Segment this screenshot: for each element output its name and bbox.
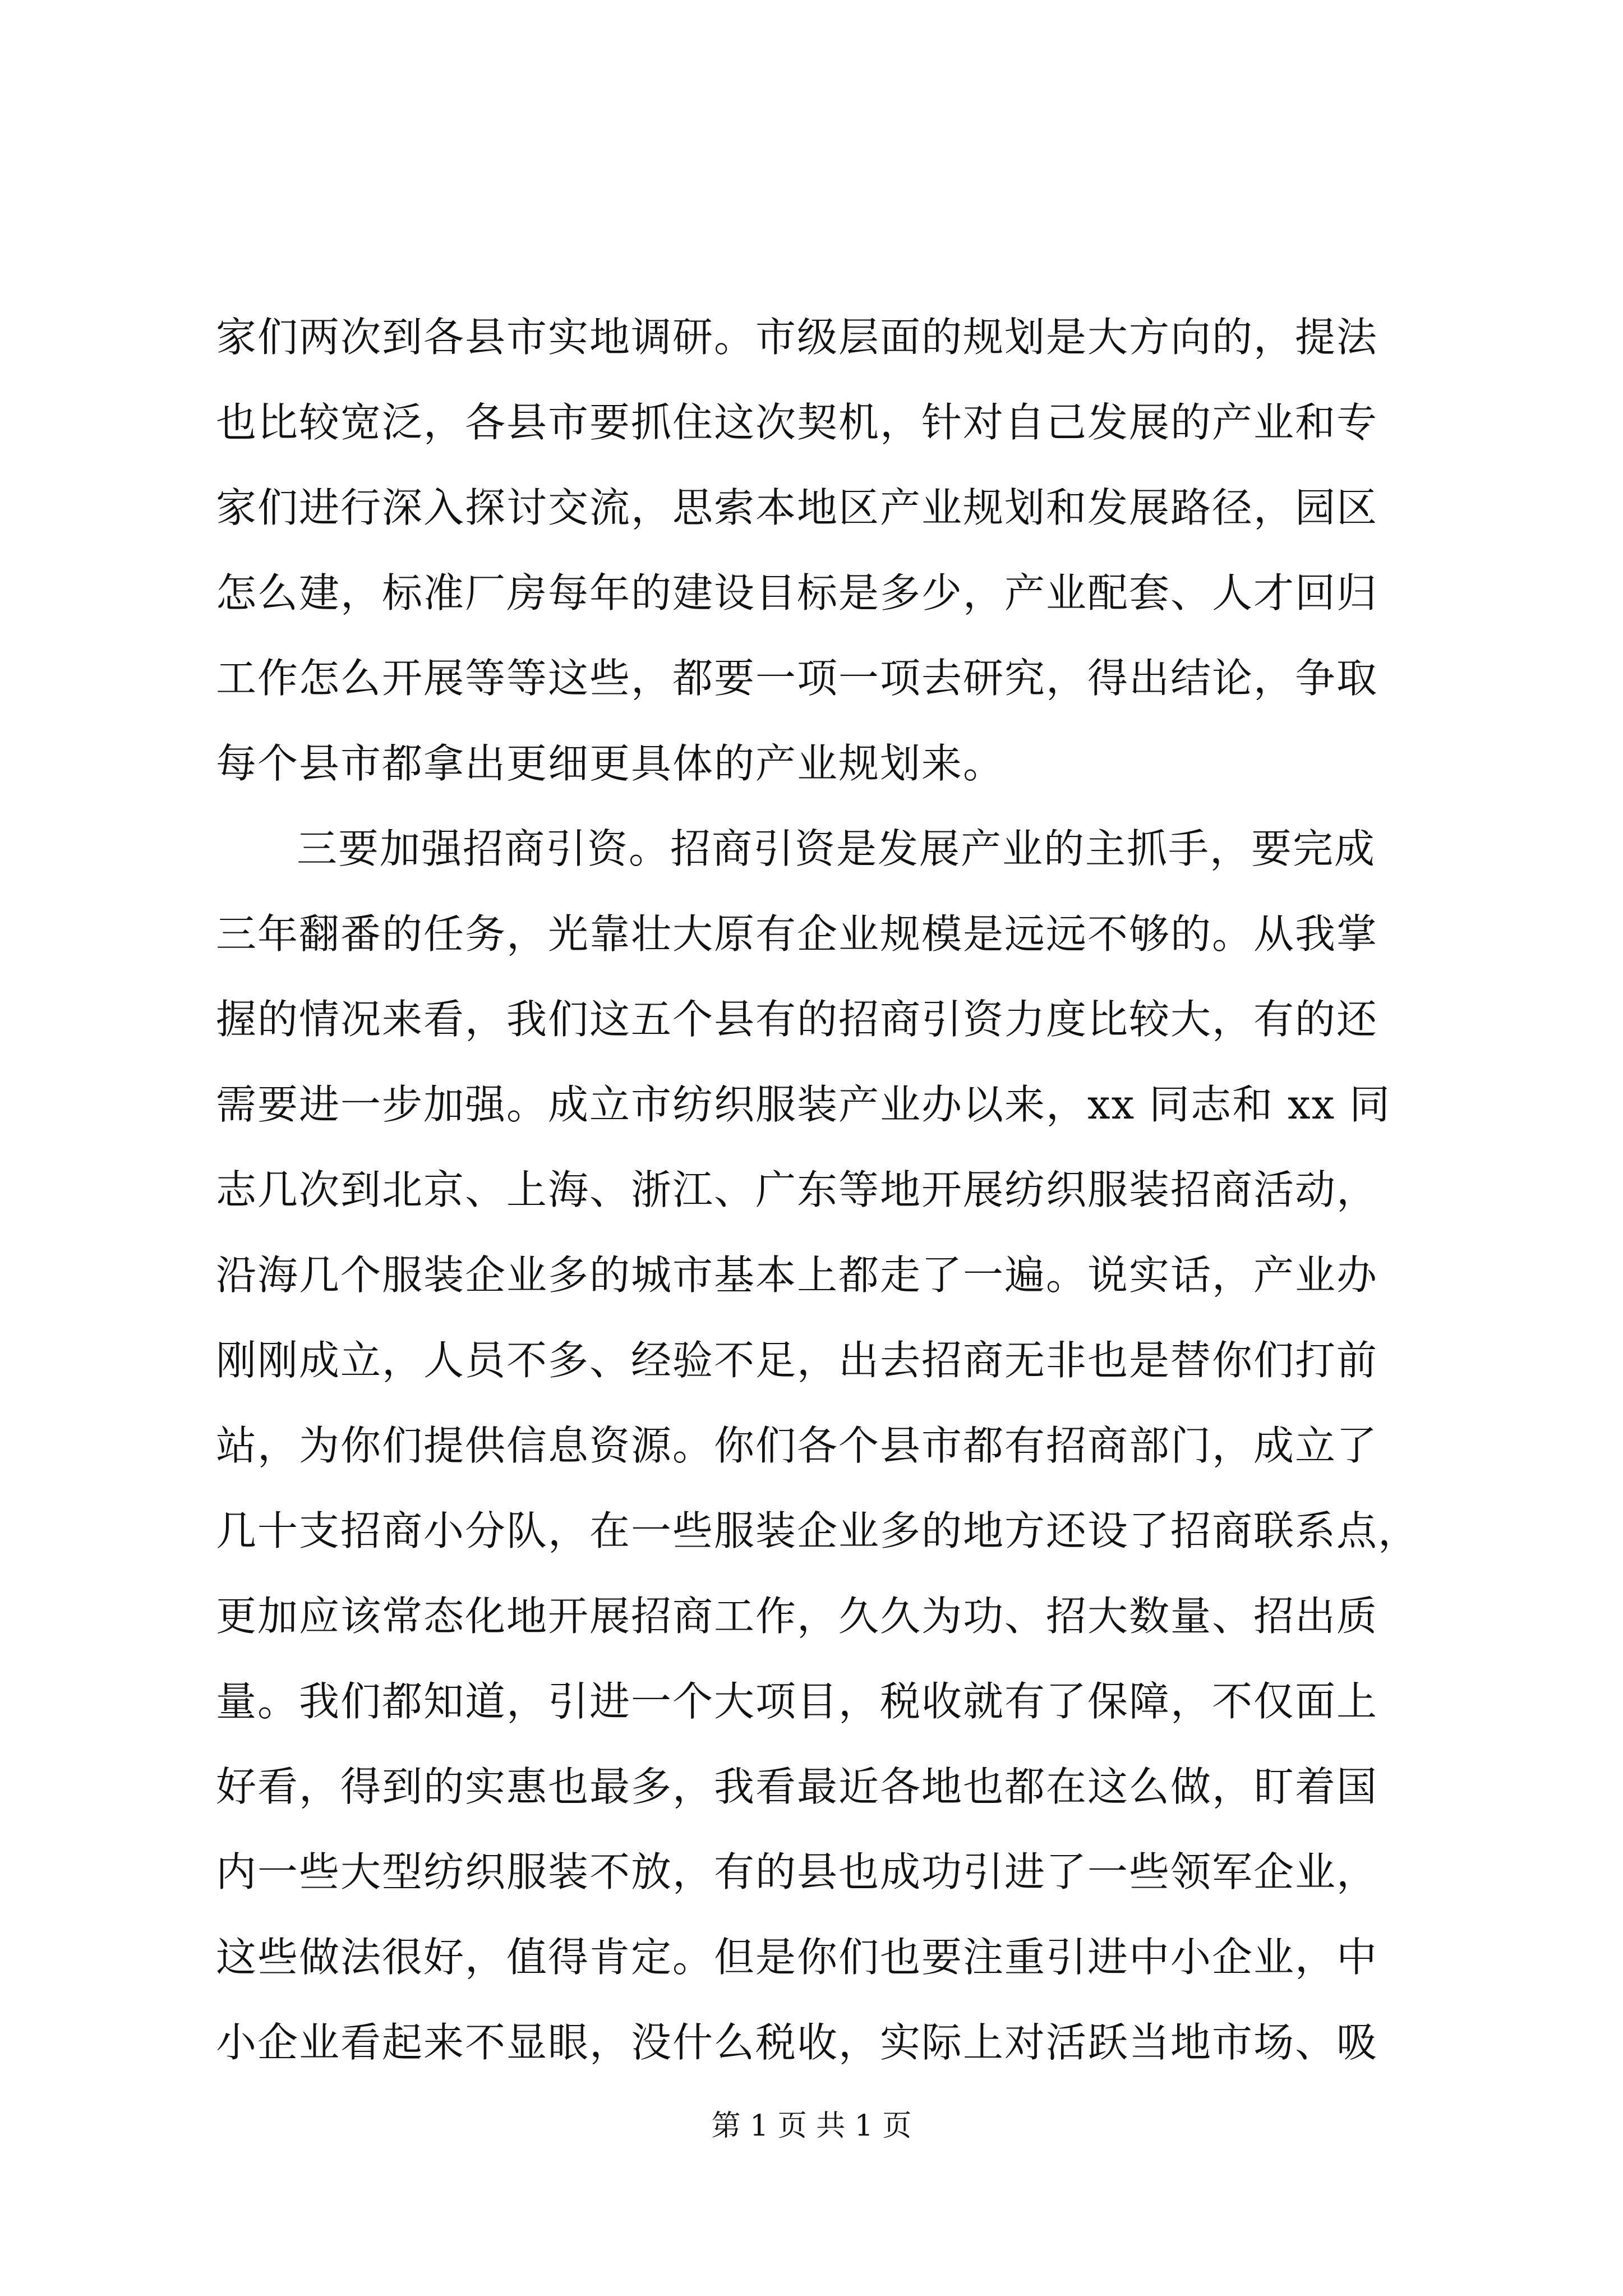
text-line: 刚刚成立，人员不多、经验不足，出去招商无非也是替你们打前 [216,1337,1378,1384]
text-line: 家们两次到各县市实地调研。市级层面的规划是大方向的，提法 [216,314,1378,361]
paragraph-start-line: 三要加强招商引资。招商引资是发展产业的主抓手，要完成 [297,825,1376,872]
text-line: 内一些大型纺织服装不放，有的县也成功引进了一些领军企业， [216,1848,1378,1895]
text-line: 也比较宽泛，各县市要抓住这次契机，针对自己发展的产业和专 [216,399,1378,446]
text-line: 沿海几个服装企业多的城市基本上都走了一遍。说实话，产业办 [216,1251,1378,1299]
text-line: 小企业看起来不显眼，没什么税收，实际上对活跃当地市场、吸 [216,2019,1378,2066]
text-line: 需要进一步加强。成立市纺织服装产业办以来，xx 同志和 xx 同 [216,1081,1391,1128]
text-line: 怎么建，标准厂房每年的建设目标是多少，产业配套、人才回归 [216,569,1378,616]
text-line: 好看，得到的实惠也最多，我看最近各地也都在这么做，盯着国 [216,1763,1378,1810]
text-line: 工作怎么开展等等这些，都要一项一项去研究，得出结论，争取 [216,655,1378,702]
text-line: 三年翻番的任务，光靠壮大原有企业规模是远远不够的。从我掌 [216,910,1378,958]
text-line: 这些做法很好，值得肯定。但是你们也要注重引进中小企业，中 [216,1934,1378,1981]
text-line: 家们进行深入探讨交流，思索本地区产业规划和发展路径，园区 [216,484,1378,531]
text-line: 志几次到北京、上海、浙江、广东等地开展纺织服装招商活动， [216,1166,1378,1213]
page-number: 第 1 页 共 1 页 [711,2109,912,2143]
text-line: 站，为你们提供信息资源。你们各个县市都有招商部门，成立了 [216,1422,1378,1469]
body-text [216,295,1420,2085]
text-line: 几十支招商小分队，在一些服装企业多的地方还设了招商联系点， [216,1507,1420,1554]
text-line: 量。我们都知道，引进一个大项目，税收就有了保障，不仅面上 [216,1678,1378,1725]
page-footer [0,2106,1623,2146]
text-line: 更加应该常态化地开展招商工作，久久为功、招大数量、招出质 [216,1593,1378,1640]
text-line: 每个县市都拿出更细更具体的产业规划来。 [216,740,1005,787]
text-line: 握的情况来看，我们这五个县有的招商引资力度比较大，有的还 [216,996,1378,1043]
